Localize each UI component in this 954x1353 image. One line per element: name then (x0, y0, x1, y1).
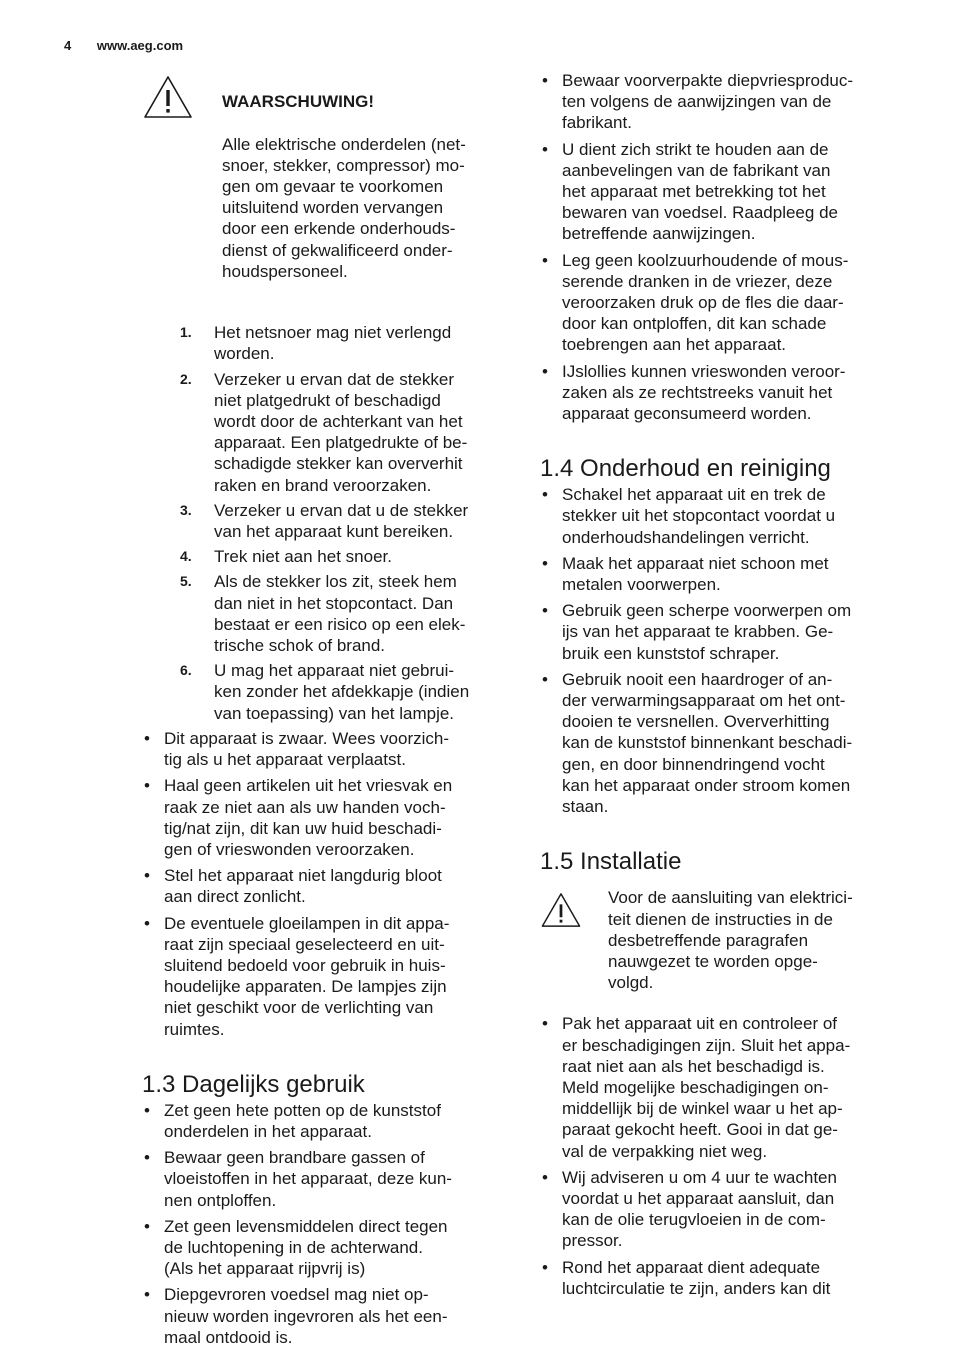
bullet-marker: • (144, 1148, 150, 1168)
maintenance-bullet-item (540, 484, 900, 548)
bullet-marker: • (144, 913, 150, 933)
numbered-item (142, 369, 514, 496)
right-bullet-item (540, 70, 900, 134)
left-bullet-text: Stel het apparaat niet langdurig bloot aan direct zonlicht. (164, 866, 442, 907)
installation-bullet-text: Pak het apparaat uit en controleer of er beschadigingen zijn. Sluit het appa- raat niet aan als het beschadigd is. Meld mogelijke beschadigingen on- middellijk bij de winkel waar u het ap- paraat gekocht heeft. Gooi in dat ge- val de verpakking niet weg. (562, 1014, 851, 1161)
page-number: 4 (64, 38, 72, 53)
bullet-marker: • (144, 776, 150, 796)
bullet-marker: • (542, 669, 548, 689)
bullet-marker: • (144, 1216, 150, 1236)
section-1-4-title: 1.4 Onderhoud en reiniging (540, 455, 831, 483)
site-url: www.aeg.com (96, 38, 184, 53)
maintenance-bullet-text: Gebruik nooit een haardroger of an- der verwarmingsapparaat om het ont- dooien te versnellen. Oververhitting kan de kunststof binnenkant beschadi- gen, en door binnendringend vocht kan het apparaat onder stroom komen staan. (562, 669, 853, 817)
warning-text-block (222, 70, 514, 303)
installation-bullet-item (540, 1013, 900, 1161)
left-bullet-list (142, 728, 514, 1040)
maintenance-bullet-text: Schakel het apparaat uit en trek de stekker uit het stopcontact voordat u onderhoudshandelingen verricht. (562, 485, 836, 547)
numbered-list (142, 322, 514, 724)
section-1-4-bullets (540, 484, 900, 817)
installation-bullet-item (540, 1167, 900, 1252)
right-bullet-text: IJslollies kunnen vrieswonden veroor- zaken als ze rechtstreeks vanuit het apparaat geconsumeerd worden. (562, 361, 846, 424)
left-bullet-item (142, 775, 514, 860)
daily-use-bullet-item (142, 1216, 514, 1280)
numbered-item (142, 322, 514, 364)
daily-use-bullet-item (142, 1100, 514, 1142)
bullet-marker: • (542, 139, 548, 159)
maintenance-bullet-text: Maak het apparaat niet schoon met metalen voorwerpen. (562, 553, 829, 595)
numbered-item (142, 500, 514, 542)
installation-bullet-text: Wij adviseren u om 4 uur te wachten voordat u het apparaat aansluit, dan kan de olie terugvloeien in de com- pressor. (562, 1167, 837, 1251)
daily-use-bullet-text: Zet geen hete potten op de kunststof onderdelen in het apparaat. (164, 1100, 441, 1141)
section-1-5-title: 1.5 Installatie (540, 848, 682, 876)
daily-use-bullet-item (142, 1284, 514, 1348)
numbered-item (142, 546, 514, 567)
item-number: 2. (180, 370, 192, 387)
right-bullet-text: Leg geen koolzuurhoudende of mous- serende dranken in de vriezer, deze veroorzaken druk op de fles die daar- door kan ontploffen, dit kan schade toebrengen aan het apparaat. (562, 250, 849, 355)
maintenance-bullet-item (540, 600, 900, 664)
right-bullet-item (540, 361, 900, 425)
bullet-marker: • (542, 361, 548, 381)
bullet-marker: • (144, 866, 150, 886)
maintenance-bullet-item (540, 669, 900, 817)
installation-warning (540, 887, 900, 993)
left-column (142, 70, 514, 1353)
section-1-3-bullets (142, 1100, 514, 1348)
section-1-5-bullets (540, 1013, 900, 1299)
maintenance-bullet-item (540, 553, 900, 595)
installation-warning-text: Voor de aansluiting van elektrici- teit dienen de instructies in de desbetreffende paragrafen nauwgezet te worden opge- volgd. (608, 888, 853, 993)
right-top-bullets (540, 70, 900, 424)
numbered-item-text: U mag het apparaat niet gebrui- ken zonder het afdekkapje (indien van toepassing) van het lampje. (214, 661, 470, 723)
item-number: 3. (180, 501, 192, 518)
right-bullet-item (540, 139, 900, 245)
bullet-marker: • (144, 728, 150, 748)
item-number: 1. (180, 324, 192, 341)
item-number: 4. (180, 548, 192, 565)
maintenance-bullet-text: Gebruik geen scherpe voorwerpen om ijs van het apparaat te krabben. Ge- bruik een kunststof schraper. (562, 601, 852, 663)
right-column (540, 70, 900, 1304)
warning-triangle-icon (540, 887, 586, 934)
daily-use-bullet-text: Diepgevroren voedsel mag niet op- nieuw worden ingevroren als het een- maal ontdooid is. (164, 1285, 448, 1347)
numbered-item (142, 660, 514, 724)
right-bullet-item (540, 250, 900, 356)
bullet-marker: • (144, 1285, 150, 1305)
installation-bullet-item (540, 1257, 900, 1299)
daily-use-bullet-text: Zet geen levensmiddelen direct tegen de luchtopening in de achterwand. (Als het apparaat rijpvrij is) (164, 1216, 448, 1279)
bullet-marker: • (542, 1167, 548, 1187)
page-header (64, 38, 183, 53)
left-bullet-item (142, 865, 514, 907)
numbered-item (142, 571, 514, 656)
bullet-marker: • (542, 485, 548, 505)
numbered-item-text: Het netsnoer mag niet verlengd worden. (214, 323, 452, 364)
daily-use-bullet-item (142, 1147, 514, 1211)
left-bullet-text: Haal geen artikelen uit het vriesvak en raak ze niet aan als uw handen voch- tig/nat zijn, dit kan uw huid beschadi- gen of vrieswonden veroorzaken. (164, 776, 453, 859)
warning-title: WAARSCHUWING! (222, 92, 375, 112)
left-bullet-item (142, 728, 514, 770)
numbered-item-text: Als de stekker los zit, steek hem dan niet in het stopcontact. Dan bestaat er een risico op een elek- trische schok of brand. (214, 572, 466, 656)
left-bullet-text: Dit apparaat is zwaar. Wees voorzich- tig als u het apparaat verplaatst. (164, 728, 450, 770)
item-number: 6. (180, 662, 192, 679)
right-bullet-text: U dient zich strikt te houden aan de aanbevelingen van de fabrikant van het apparaat met betrekking tot het bewaren van voedsel. Raadpleeg de betreffende aanwijzingen. (562, 139, 838, 244)
left-bullet-text: De eventuele gloeilampen in dit appa- raat zijn speciaal geselecteerd en uit- sluitend bedoeld voor gebruik in huis- houdelijke apparaten. De lampjes zijn niet geschikt voor de verlichting van ruimtes. (164, 913, 450, 1039)
numbered-item-text: Verzeker u ervan dat u de stekker van het apparaat kunt bereiken. (214, 500, 469, 542)
left-bullet-item (142, 913, 514, 1040)
daily-use-bullet-text: Bewaar geen brandbare gassen of vloeistoffen in het apparaat, deze kun- nen ontploffen. (164, 1148, 452, 1210)
bullet-marker: • (542, 553, 548, 573)
warning-text: Alle elektrische onderdelen (net- snoer, stekker, compressor) mo- gen om gevaar te voorkomen uitsluitend worden vervangen door een erkende onderhouds- dienst of gekwalificeerd onder- houdspersoneel. (222, 134, 466, 281)
warning-block (142, 70, 514, 303)
warning-triangle-icon (142, 70, 200, 125)
item-number: 5. (180, 573, 192, 590)
section-1-3-title: 1.3 Dagelijks gebruik (142, 1070, 365, 1098)
numbered-item-text: Trek niet aan het snoer. (214, 547, 392, 567)
bullet-marker: • (542, 1014, 548, 1034)
bullet-marker: • (542, 1257, 548, 1277)
bullet-marker: • (542, 71, 548, 90)
bullet-marker: • (144, 1100, 150, 1120)
installation-bullet-text: Rond het apparaat dient adequate luchtcirculatie te zijn, anders kan dit (562, 1257, 831, 1298)
numbered-item-text: Verzeker u ervan dat de stekker niet platgedrukt of beschadigd wordt door de achterkant van het apparaat. Een platgedrukte of be- schadigde stekker kan oververhit raken en brand veroorzaken. (214, 369, 468, 495)
bullet-marker: • (542, 250, 548, 270)
bullet-marker: • (542, 601, 548, 621)
right-bullet-text: Bewaar voorverpakte diepvriesproduc- ten volgens de aanwijzingen van de fabrikant. (562, 71, 854, 133)
